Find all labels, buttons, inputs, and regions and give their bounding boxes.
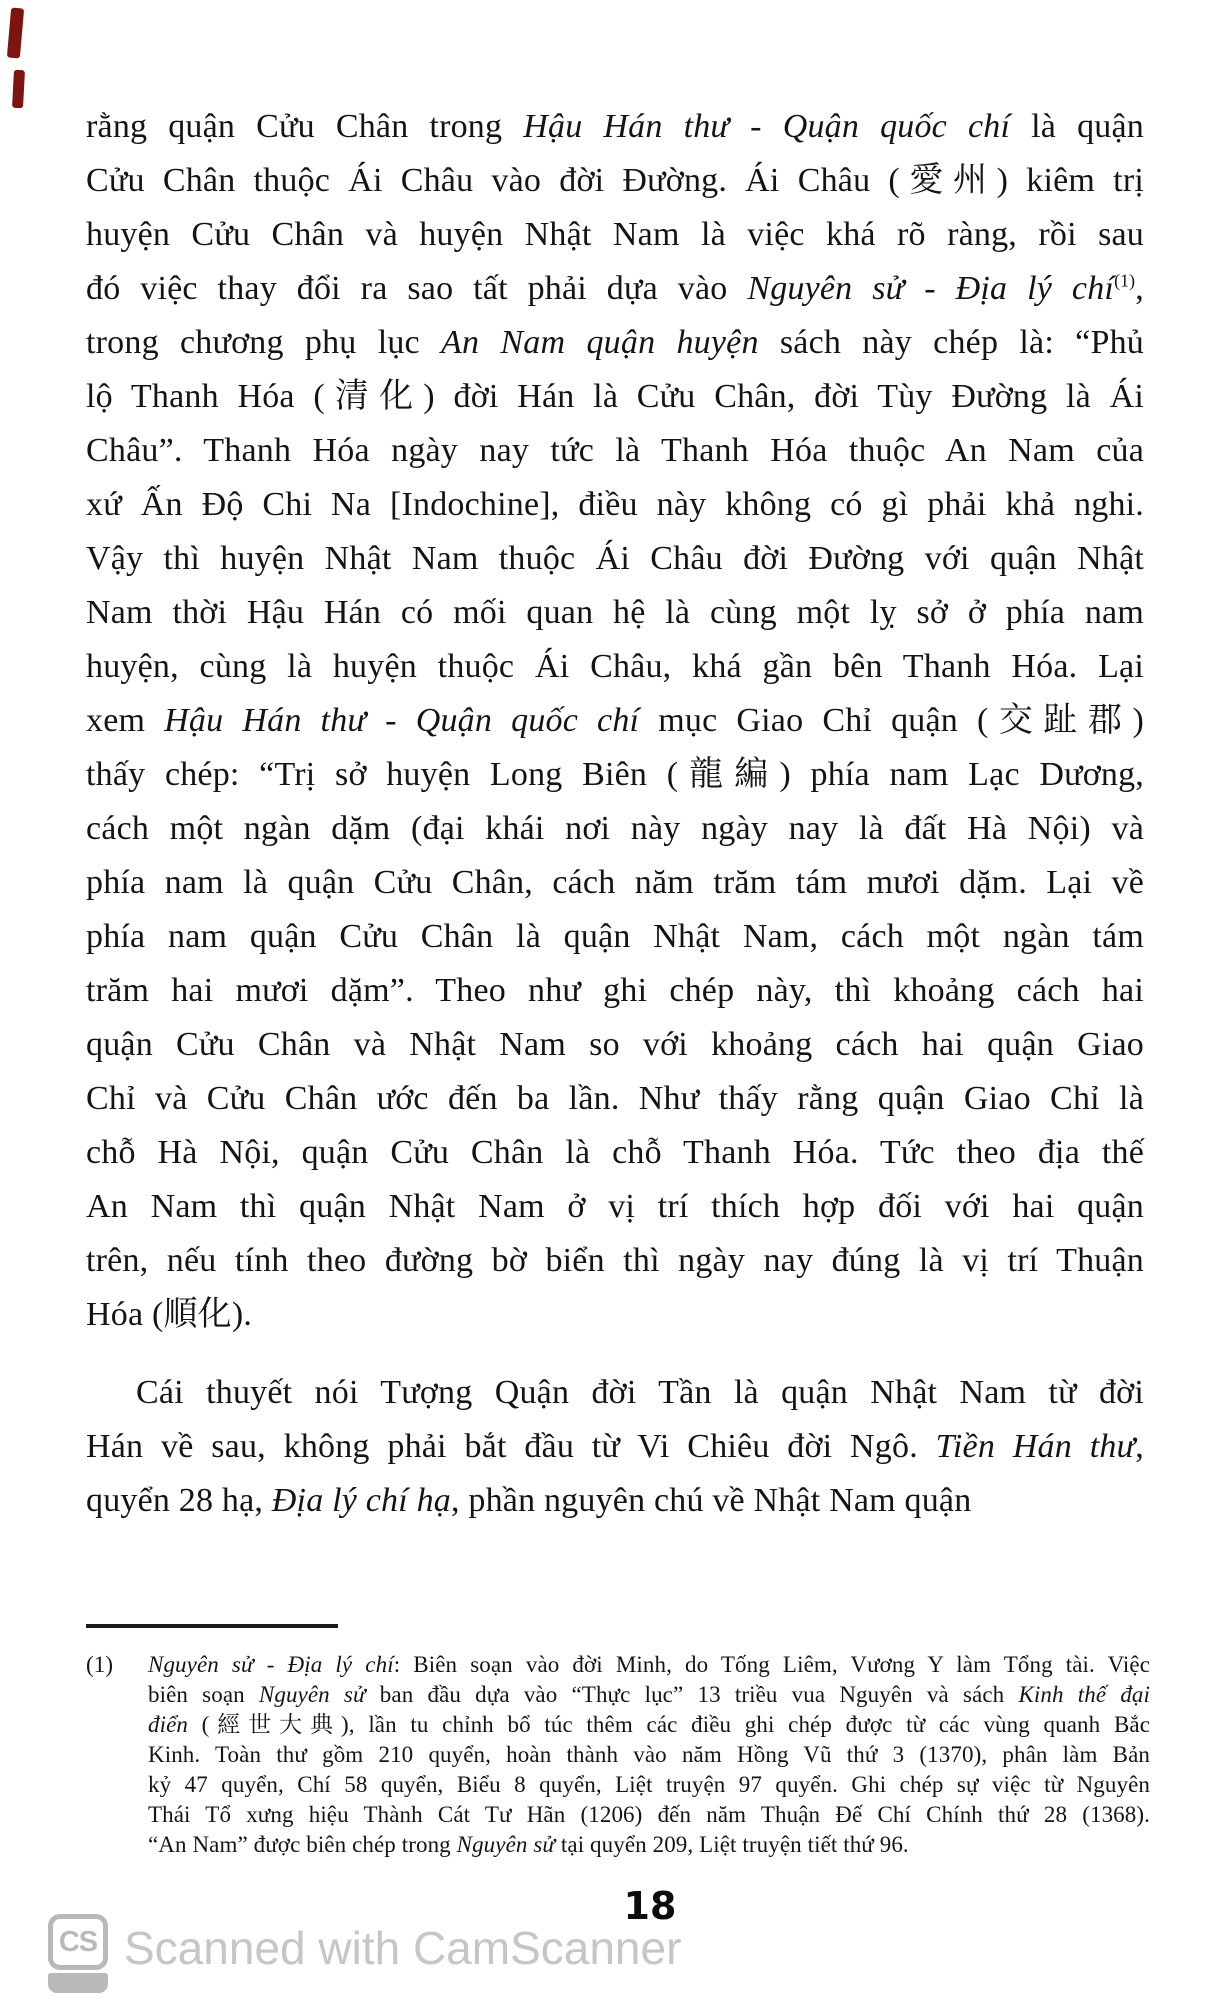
text-line: cách một ngàn dặm (đại khái nơi này ngày nay là đất Hà Nội) và — [86, 810, 1144, 847]
text-line: Cái thuyết nói Tượng Quận đời Tần là quận Nhật Nam từ đời — [136, 1374, 1144, 1411]
text-line: chỗ Hà Nội, quận Cửu Chân là chỗ Thanh Hóa. Tức theo địa thế — [86, 1134, 1144, 1171]
text-line: Nguyên sử - Địa lý chí: Biên soạn vào đời Minh, do Tống Liêm, Vương Y làm Tổng tài. Việc — [148, 1652, 1151, 1677]
text-line: Cửu Chân thuộc Ái Châu vào đời Đường. Ái Châu (愛州) kiêm trị — [86, 162, 1144, 199]
text-line: quận Cửu Chân và Nhật Nam so với khoảng cách hai quận Giao — [86, 1026, 1144, 1063]
text-line: Châu”. Thanh Hóa ngày nay tức là Thanh Hóa thuộc An Nam của — [86, 432, 1144, 469]
text-line: phía nam là quận Cửu Chân, cách năm trăm tám mươi dặm. Lại về — [86, 864, 1144, 901]
text-line: huyện Cửu Chân và huyện Nhật Nam là việc khá rõ ràng, rồi sau — [86, 216, 1144, 253]
body-paragraph — [86, 1366, 1144, 1528]
text-line: phía nam quận Cửu Chân là quận Nhật Nam, cách một ngàn tám — [86, 918, 1144, 955]
text-line: điển (經世大典), lần tu chỉnh bổ túc thêm các điều ghi chép được từ các vùng quanh Bắc — [148, 1712, 1150, 1737]
page-number: 18 — [623, 1884, 677, 1928]
text-line: “An Nam” được biên chép trong Nguyên sử tại quyển 209, Liệt truyện tiết thứ 96. — [148, 1832, 909, 1857]
text-line: trăm hai mươi dặm”. Theo như ghi chép này, thì khoảng cách hai — [86, 972, 1144, 1009]
text-line: kỷ 47 quyển, Chí 58 quyển, Biểu 8 quyển, Liệt truyện 97 quyển. Ghi chép sự việc từ Nguyên — [148, 1772, 1150, 1797]
camscanner-badge-tab — [48, 1973, 108, 1993]
red-ink-mark — [12, 70, 25, 109]
text-line: xứ Ấn Độ Chi Na [Indochine], điều này không có gì phải khả nghi. — [86, 486, 1144, 523]
watermark-label: Scanned with CamScanner — [124, 1922, 682, 1974]
text-line: Hán về sau, không phải bắt đầu từ Vi Chiêu đời Ngô. Tiền Hán thư, — [86, 1428, 1144, 1465]
text-line: Vậy thì huyện Nhật Nam thuộc Ái Châu đời Đường với quận Nhật — [86, 540, 1144, 577]
text-line: Nam thời Hậu Hán có mối quan hệ là cùng một lỵ sở ở phía nam — [86, 594, 1144, 631]
footnote — [86, 1650, 1150, 1860]
text-line: Chỉ và Cửu Chân ước đến ba lần. Như thấy rằng quận Giao Chỉ là — [86, 1080, 1144, 1117]
text-line: Hóa (順化). — [86, 1296, 253, 1333]
text-line: biên soạn Nguyên sử ban đầu dựa vào “Thực lục” 13 triều vua Nguyên và sách Kinh thế đại — [148, 1682, 1151, 1707]
footnote-marker: (1) — [86, 1652, 114, 1677]
footnote-text — [148, 1650, 1150, 1860]
text-line: quyển 28 hạ, Địa lý chí hạ, phần nguyên chú về Nhật Nam quận — [86, 1482, 972, 1519]
red-ink-mark — [7, 8, 24, 59]
camscanner-badge-icon — [48, 1914, 108, 1993]
footnote-separator-rule — [86, 1624, 338, 1628]
text-line: lộ Thanh Hóa (清化) đời Hán là Cửu Chân, đời Tùy Đường là Ái — [86, 378, 1144, 415]
text-line: Kinh. Toàn thư gồm 210 quyển, hoàn thành vào năm Hồng Vũ thứ 3 (1370), phân làm Bản — [148, 1742, 1150, 1767]
main-text-block — [86, 100, 1144, 1528]
text-line: trên, nếu tính theo đường bờ biển thì ngày nay đúng là vị trí Thuận — [86, 1242, 1144, 1279]
text-line: thấy chép: “Trị sở huyện Long Biên (龍編) phía nam Lạc Dương, — [86, 756, 1144, 793]
text-line: rằng quận Cửu Chân trong Hậu Hán thư - Quận quốc chí là quận — [86, 108, 1144, 145]
text-line: đó việc thay đổi ra sao tất phải dựa vào Nguyên sử - Địa lý chí$^{(1)}$, — [86, 270, 1144, 307]
text-line: An Nam thì quận Nhật Nam ở vị trí thích hợp đối với hai quận — [86, 1188, 1144, 1225]
camscanner-badge-text: CS — [48, 1914, 108, 1970]
text-line: Thái Tổ xưng hiệu Thành Cát Tư Hãn (1206) đến năm Thuận Đế Chí Chính thứ 28 (1368). — [148, 1802, 1150, 1827]
text-line: huyện, cùng là huyện thuộc Ái Châu, khá gần bên Thanh Hóa. Lại — [86, 648, 1144, 685]
camscanner-watermark — [48, 1914, 681, 1993]
body-paragraph — [86, 100, 1144, 1342]
text-line: xem Hậu Hán thư - Quận quốc chí mục Giao Chỉ quận (交趾郡) — [86, 702, 1144, 739]
text-line: trong chương phụ lục An Nam quận huyện sách này chép là: “Phủ — [86, 324, 1144, 361]
